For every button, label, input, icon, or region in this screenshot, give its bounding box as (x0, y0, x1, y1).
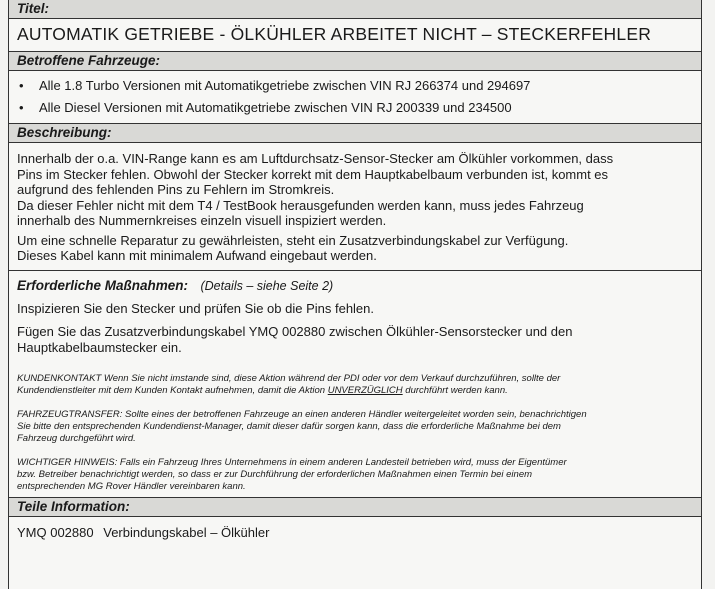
vehicles-section (9, 52, 701, 124)
actions-section (9, 271, 701, 499)
actions-header (9, 271, 701, 295)
description-line: Dieses Kabel kann mit minimalem Aufwand eingebaut werden. (17, 248, 377, 263)
description-line: Innerhalb der o.a. VIN-Range kann es am Luftdurchsatz-Sensor-Stecker am Ölkühler vorkommen, dass (17, 151, 614, 166)
important-note: WICHTIGER HINWEIS: Falls ein Fahrzeug Ihres Unternehmens in einem anderen Landesteil betrieben wird, muss der Eigentümer (17, 457, 567, 468)
important-note: entsprechenden MG Rover Händler vereinbaren kann. (17, 481, 246, 492)
description-line: innerhalb des Nummernkreises einzeln visuell inspiziert werden. (17, 213, 387, 228)
list-item: • Alle Diesel Versionen mit Automatikgetriebe zwischen VIN RJ 200339 und 234500 (17, 97, 693, 119)
vehicle-transfer-note: Fahrzeug durchgeführt wird. (17, 433, 136, 444)
part-description: Verbindungskabel – Ölkühler (103, 525, 270, 540)
title-section (9, 0, 701, 52)
parts-row (9, 517, 701, 540)
description-header: Beschreibung: (9, 124, 701, 143)
vehicle-list (9, 71, 701, 123)
vehicle-transfer-note: FAHRZEUGTRANSFER: Sollte eines der betroffenen Fahrzeuge an einen anderen Händler weitergeleitet worden sein, benachrichtigen (17, 409, 587, 420)
customer-contact-note: KUNDENKONTAKT Wenn Sie nicht imstande sind, diese Aktion während der PDI oder vor dem Verkauf durchzuführen, sollte der (17, 373, 561, 384)
description-line: aufgrund des fehlenden Pins zu Fehlern im Stromkreis. (17, 182, 335, 197)
description-line: Pins im Stecker fehlen. Obwohl der Stecker korrekt mit dem Hauptkabelbaum verbunden ist, kommt es (17, 166, 609, 182)
list-item: • Alle 1.8 Turbo Versionen mit Automatikgetriebe zwischen VIN RJ 266374 und 294697 (17, 75, 693, 97)
vehicles-header: Betroffene Fahrzeuge: (9, 52, 701, 71)
vehicle-transfer-note: Sie bitte den entsprechenden Kundendienst-Manager, damit dieser dafür sorgen kann, dass die erforderliche Maßnahme bei dem (17, 421, 561, 432)
parts-section (9, 498, 701, 540)
actions-label: Erforderliche Maßnahmen: (17, 277, 189, 293)
actions-note: (Details – siehe Seite 2) (200, 278, 334, 293)
action-line: Inspizieren Sie den Stecker und prüfen Sie ob die Pins fehlen. (17, 300, 375, 316)
document-title: AUTOMATIK GETRIEBE - ÖLKÜHLER ARBEITET NICHT – STECKERFEHLER (17, 24, 652, 44)
description-section (9, 124, 701, 271)
description-line: Um eine schnelle Reparatur zu gewährleisten, steht ein Zusatzverbindungskabel zur Verfügung. (17, 232, 569, 248)
action-line: Fügen Sie das Zusatzverbindungskabel YMQ 002880 zwischen Ölkühler-Sensorstecker und den (17, 324, 573, 339)
parts-header: Teile Information: (9, 498, 701, 517)
description-line: Da dieser Fehler nicht mit dem T4 / TestBook herausgefunden werden kann, muss jedes Fahrzeug (17, 197, 584, 213)
title-header: Titel: (9, 0, 701, 19)
important-note: bzw. Betreiber benachrichtigt werden, so dass er zur Durchführung der erforderlichen Maßnahmen einen Termin bei einem (17, 469, 533, 480)
document-page (8, 0, 702, 589)
customer-contact-note: Kundendienstleiter mit dem Kunden Kontakt aufnehmen, damit die Aktion UNVERZÜGLICH durchführt werden kann. (17, 385, 508, 396)
part-number: YMQ 002880 (17, 525, 94, 540)
action-line: Hauptkabelbaumstecker ein. (17, 339, 182, 355)
